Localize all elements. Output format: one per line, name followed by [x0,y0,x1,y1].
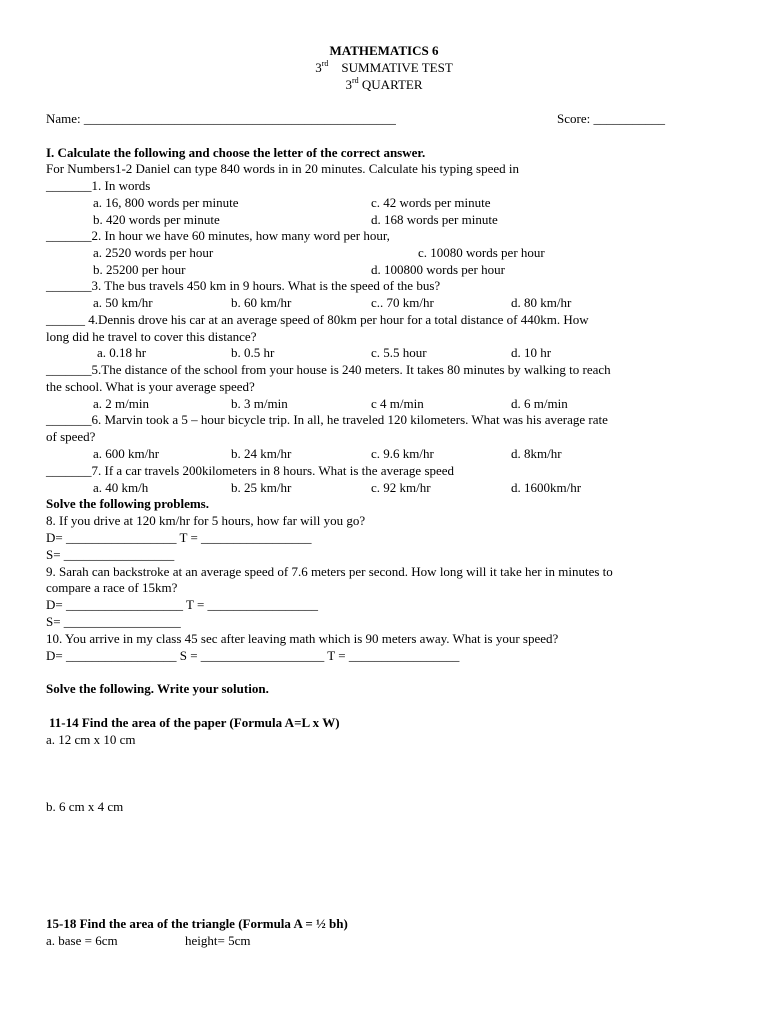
q5-stem-line1: _______5.The distance of the school from your house is 240 meters. It takes 80 minutes by walking to reach [46,362,611,377]
area-triangle-heading: 15-18 Find the area of the triangle (Formula A = ½ bh) [46,916,348,931]
area-paper-item-b: b. 6 cm x 4 cm [46,799,124,814]
q6-stem-line2: of speed? [46,429,96,444]
q5-choice-b: b. 3 m/min [231,396,288,411]
q6-choice-d: d. 8km/hr [511,446,562,461]
q4-stem-line2: long did he travel to cover this distance? [46,329,257,344]
q2-choice-b: b. 25200 per hour [93,262,186,277]
area-paper-heading: 11-14 Find the area of the paper (Formula A=L x W) [49,715,340,730]
q7-choice-b: b. 25 km/hr [231,480,292,495]
q5-choice-a: a. 2 m/min [93,396,149,411]
q4-choice-d: d. 10 hr [511,345,552,360]
area-triangle-item-a-height: height= 5cm [185,933,251,948]
test-ordinal-suffix: rd [321,59,329,68]
q4-stem-line1: ______ 4.Dennis drove his car at an average speed of 80km per hour for a total distance of 440km. How [46,312,589,327]
q1-choice-b: b. 420 words per minute [93,212,220,227]
area-triangle-item-a-base: a. base = 6cm [46,933,118,948]
q3-choice-b: b. 60 km/hr [231,295,292,310]
q6-choice-c: c. 9.6 km/hr [371,446,434,461]
q2-stem: _______2. In hour we have 60 minutes, how many word per hour, [46,228,390,243]
q5-choice-c: c 4 m/min [371,396,424,411]
q1-stem: _______1. In words [46,178,151,193]
q2-choice-d: d. 100800 words per hour [371,262,505,277]
part3-heading: Solve the following. Write your solution. [46,681,269,696]
quarter-subtitle [0,77,768,93]
q7-stem: _______7. If a car travels 200kilometers in 8 hours. What is the average speed [46,463,455,478]
q9-answer-line1[interactable]: D= __________________ T = _________________ [46,597,319,612]
quarter-ordinal-number: 3 [345,77,352,92]
q8-answer-line2[interactable]: S= _________________ [46,547,175,562]
q4-choice-c: c. 5.5 hour [371,345,427,360]
score-field[interactable]: Score: ___________ [557,111,665,126]
quarter-ordinal-suffix: rd [351,76,359,85]
q10-answer-line1[interactable]: D= _________________ S = ___________________ T = _________________ [46,648,460,663]
part1-intro: For Numbers1-2 Daniel can type 840 words in in 20 minutes. Calculate his typing speed in [46,161,519,176]
q9-text-line2: compare a race of 15km? [46,580,178,595]
q4-choice-a: a. 0.18 hr [97,345,147,360]
page-title: MATHEMATICS 6 [329,43,439,58]
q3-choice-d: d. 80 km/hr [511,295,572,310]
q2-choice-c: c. 10080 words per hour [418,245,545,260]
q3-choice-c: c.. 70 km/hr [371,295,434,310]
q7-choice-a: a. 40 km/h [93,480,149,495]
part2-heading: Solve the following problems. [46,496,209,511]
q8-answer-line1[interactable]: D= _________________ T = _________________ [46,530,312,545]
q8-text: 8. If you drive at 120 km/hr for 5 hours, how far will you go? [46,513,366,528]
q7-choice-c: c. 92 km/hr [371,480,431,495]
part1-heading: I. Calculate the following and choose the letter of the correct answer. [46,145,426,160]
q7-choice-d: d. 1600km/hr [511,480,582,495]
area-paper-item-a: a. 12 cm x 10 cm [46,732,136,747]
q9-answer-line2[interactable]: S= __________________ [46,614,181,629]
q10-text: 10. You arrive in my class 45 sec after leaving math which is 90 meters away. What is your speed? [46,631,559,646]
q6-stem-line1: _______6. Marvin took a 5 – hour bicycle trip. In all, he traveled 120 kilometers. What was his average rate [46,412,608,427]
name-field[interactable]: Name: ________________________________________________ [46,111,396,126]
test-name: SUMMATIVE TEST [341,60,453,75]
q6-choice-a: a. 600 km/hr [93,446,160,461]
q1-choice-c: c. 42 words per minute [371,195,491,210]
q2-choice-a: a. 2520 words per hour [93,245,214,260]
test-subtitle [0,60,768,76]
q3-stem: _______3. The bus travels 450 km in 9 hours. What is the speed of the bus? [46,278,441,293]
test-ordinal-number: 3 [315,60,322,75]
q5-choice-d: d. 6 m/min [511,396,568,411]
q1-choice-a: a. 16, 800 words per minute [93,195,239,210]
q1-choice-d: d. 168 words per minute [371,212,498,227]
q3-choice-a: a. 50 km/hr [93,295,153,310]
q5-stem-line2: the school. What is your average speed? [46,379,255,394]
q9-text-line1: 9. Sarah can backstroke at an average speed of 7.6 meters per second. How long will it take her in minutes to [46,564,613,579]
q4-choice-b: b. 0.5 hr [231,345,275,360]
q6-choice-b: b. 24 km/hr [231,446,292,461]
quarter-name: QUARTER [361,77,423,92]
